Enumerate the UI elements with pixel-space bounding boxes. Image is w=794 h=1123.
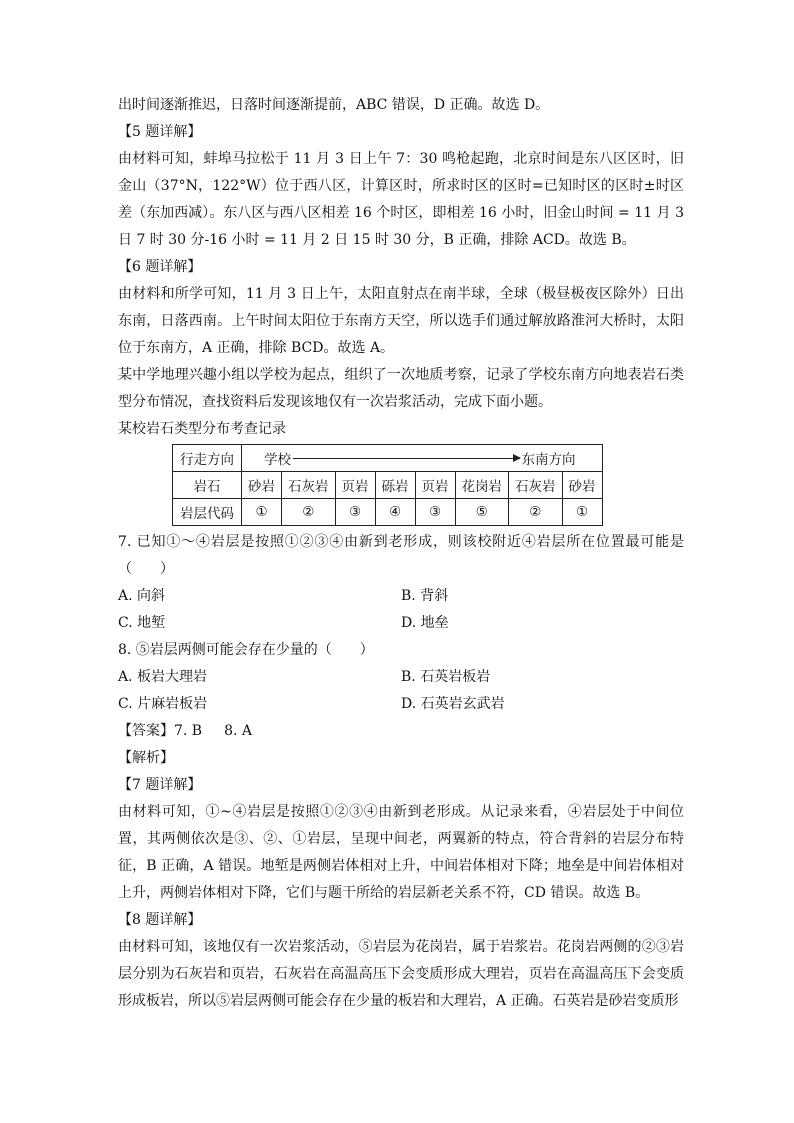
layer-code-cell: ① bbox=[242, 499, 282, 526]
heading-q6-detail: 【6 题详解】 bbox=[118, 259, 202, 275]
direction-start-label: 学校 bbox=[264, 452, 291, 468]
heading-q8-detail: 【8 题详解】 bbox=[118, 912, 202, 928]
answer-q8: 8. A bbox=[224, 723, 253, 739]
option-a: A. 板岩大理岩 bbox=[118, 669, 208, 685]
question-8-options bbox=[118, 664, 684, 718]
answer-q7: 7. B bbox=[174, 723, 203, 739]
paragraph-material-intro: 某中学地理兴趣小组以学校为起点，组织了一次地质考察，记录了学校东南方向地表岩石类型分布情况，查找资料后发现该地仅有一次岩浆活动，完成下面小题。 bbox=[118, 367, 684, 410]
table-row-header: 岩层代码 bbox=[173, 499, 242, 526]
table-row bbox=[173, 445, 603, 472]
paragraph-q4-end: 出时间逐渐推迟，日落时间逐渐提前，ABC 错误，D 正确。故选 D。 bbox=[118, 97, 550, 113]
table-row-header: 行走方向 bbox=[173, 445, 242, 472]
arrow-right-icon bbox=[293, 458, 520, 459]
option-a: A. 向斜 bbox=[118, 588, 166, 604]
option-b: B. 石英岩板岩 bbox=[401, 669, 491, 685]
paragraph-q7-detail: 由材料可知，①~④岩层是按照①②③④由新到老形成。从记录来看，④岩层处于中间位置，其两侧依次是③、②、①岩层，呈现中间老，两翼新的特点，符合背斜的岩层分布特征，B 正确，A 错误。地堑是两侧岩体相对上升，中间岩体相对下降；地垒是中间岩体相对上升，两侧岩体相对下降，它们与题干所给的岩层新老关系不符，CD 错误。故选 B。 bbox=[118, 804, 684, 901]
option-c: C. 地堑 bbox=[118, 615, 166, 631]
layer-code-cell: ④ bbox=[375, 499, 415, 526]
rock-cell: 石灰岩 bbox=[282, 472, 336, 499]
layer-code-cell: ① bbox=[562, 499, 602, 526]
rock-survey-table bbox=[172, 444, 603, 526]
rock-cell: 页岩 bbox=[335, 472, 375, 499]
page-content bbox=[118, 92, 684, 1015]
rock-cell: 石灰岩 bbox=[509, 472, 563, 499]
paragraph-q6-detail: 由材料和所学可知，11 月 3 日上午，太阳直射点在南半球，全球（极昼极夜区除外）日出东南，日落西南。上午时间太阳位于东南方天空，所以选手们通过解放路淮河大桥时，太阳位于东南方，A 正确，排除 BCD。故选 A。 bbox=[118, 286, 684, 356]
paragraph-q8-detail: 由材料可知，该地仅有一次岩浆活动，⑤岩层为花岗岩，属于岩浆岩。花岗岩两侧的②③岩层分别为石灰岩和页岩，石灰岩在高温高压下会变质形成大理岩，页岩在高温高压下会变质形成板岩，所以⑤岩层两侧可能会存在少量的板岩和大理岩，A 正确。石英岩是砂岩变质形 bbox=[118, 939, 684, 1009]
layer-code-cell: ② bbox=[282, 499, 336, 526]
analysis-label: 【解析】 bbox=[118, 750, 174, 766]
option-c: C. 片麻岩板岩 bbox=[118, 696, 208, 712]
question-7-stem: 7. 已知①～④岩层是按照①②③④由新到老形成，则该校附近④岩层所在位置最可能是（ ） bbox=[118, 534, 684, 577]
table-row-header: 岩石 bbox=[173, 472, 242, 499]
layer-code-cell: ⑤ bbox=[455, 499, 509, 526]
answer-line bbox=[118, 718, 684, 745]
layer-code-cell: ③ bbox=[335, 499, 375, 526]
rock-cell: 砾岩 bbox=[375, 472, 415, 499]
layer-code-cell: ② bbox=[509, 499, 563, 526]
direction-end-label: 东南方向 bbox=[521, 452, 576, 468]
direction-arrow-cell bbox=[242, 445, 603, 472]
option-d: D. 地垒 bbox=[401, 615, 449, 631]
heading-q5-detail: 【5 题详解】 bbox=[118, 124, 202, 140]
answer-label: 【答案】 bbox=[118, 723, 174, 739]
heading-q7-detail: 【7 题详解】 bbox=[118, 777, 202, 793]
rock-cell: 砂岩 bbox=[242, 472, 282, 499]
rock-cell: 页岩 bbox=[415, 472, 455, 499]
rock-cell: 花岗岩 bbox=[455, 472, 509, 499]
table-caption: 某校岩石类型分布考查记录 bbox=[118, 421, 286, 437]
paragraph-q5-detail: 由材料可知，蚌埠马拉松于 11 月 3 日上午 7：30 鸣枪起跑，北京时间是东八区区时，旧金山（37°N，122°W）位于西八区，计算区时，所求时区的区时=已知时区的区时±时区差（东加西减）。东八区与西八区相差 16 个时区，即相差 16 小时，旧金山时间 = 11 月 3 日 7 时 30 分-16 小时 = 11 月 2 日 15 时 30 分，B 正确，排除 ACD。故选 B。 bbox=[118, 151, 684, 248]
option-d: D. 石英岩玄武岩 bbox=[401, 696, 505, 712]
layer-code-cell: ③ bbox=[415, 499, 455, 526]
table-row bbox=[173, 472, 603, 499]
rock-cell: 砂岩 bbox=[562, 472, 602, 499]
question-8-stem: 8. ⑤岩层两侧可能会存在少量的（ ） bbox=[118, 642, 374, 658]
table-row bbox=[173, 499, 603, 526]
question-7-options bbox=[118, 583, 684, 637]
option-b: B. 背斜 bbox=[401, 588, 449, 604]
